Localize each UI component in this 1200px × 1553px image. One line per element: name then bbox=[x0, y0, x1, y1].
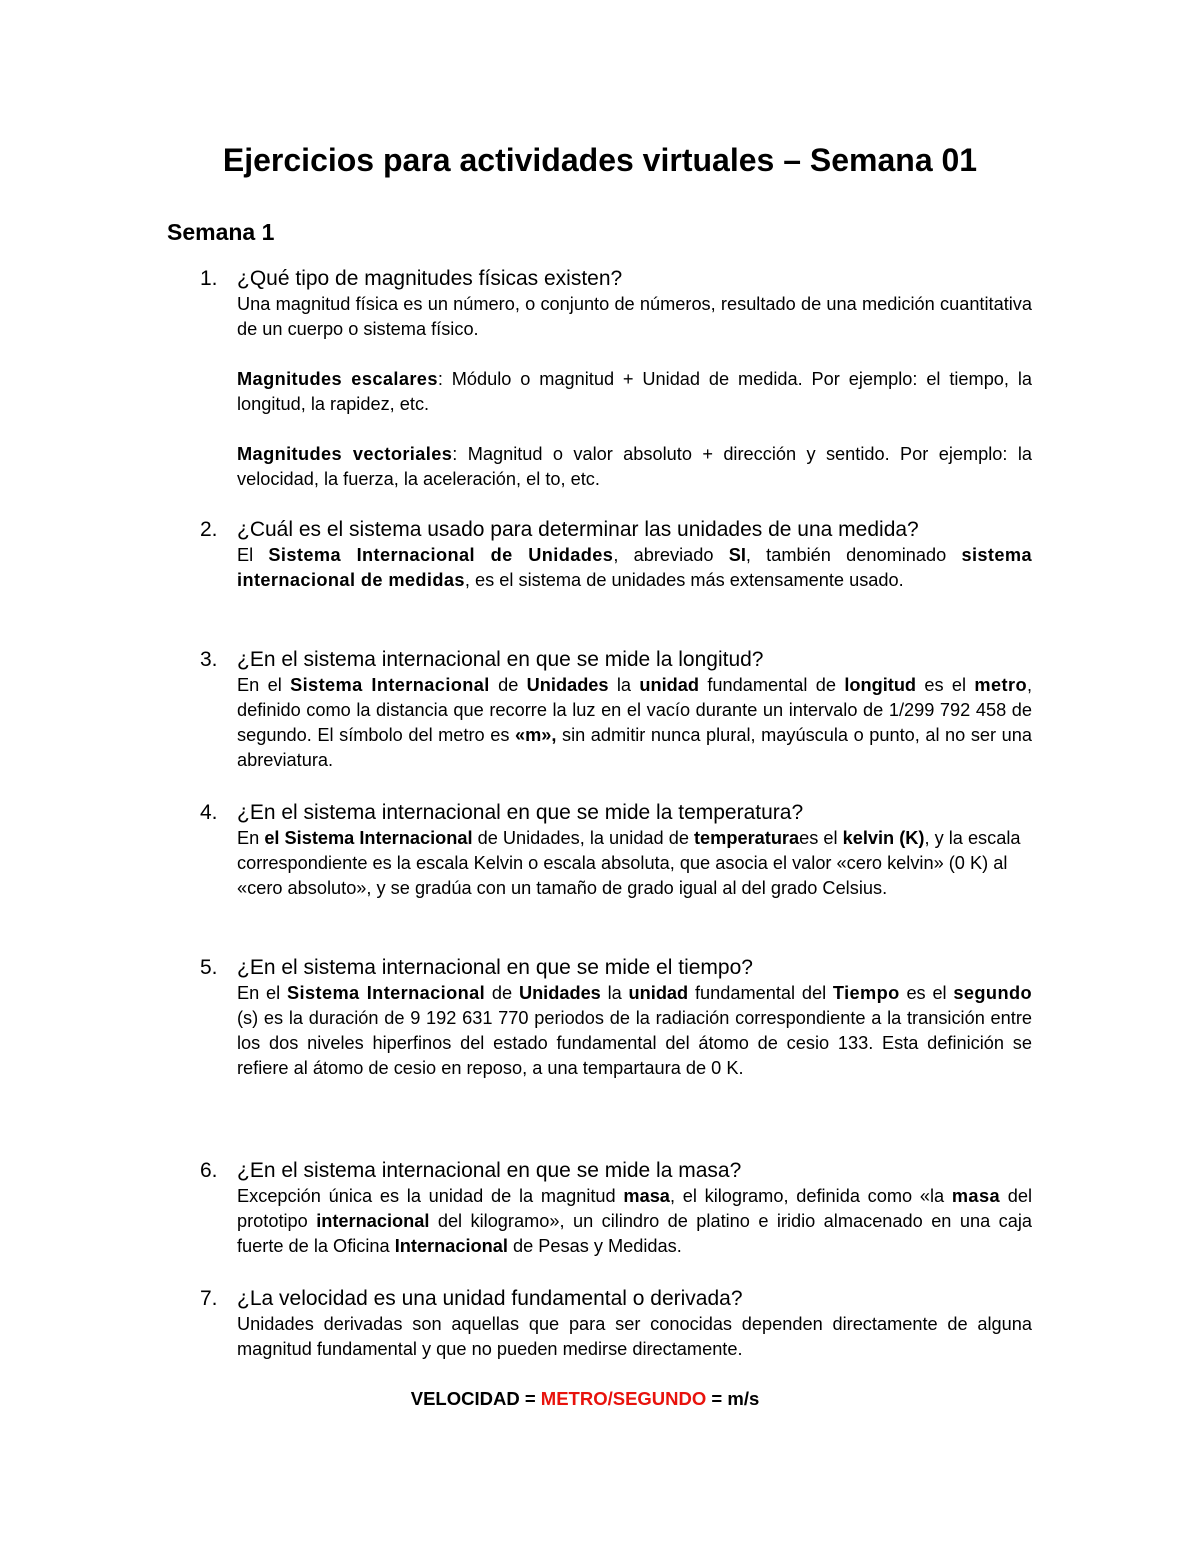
list-item-q5 bbox=[200, 955, 1032, 1081]
list-item-q7 bbox=[200, 1286, 1032, 1362]
velocity-formula bbox=[0, 1386, 1170, 1412]
question-text: ¿En el sistema internacional en que se mide el tiempo? bbox=[237, 956, 753, 979]
formula-right: = m/s bbox=[706, 1388, 760, 1409]
item-number: 5. bbox=[200, 956, 218, 979]
question-text: ¿En el sistema internacional en que se mide la masa? bbox=[237, 1159, 742, 1182]
list-item-q3 bbox=[200, 647, 1032, 773]
formula-left: VELOCIDAD = bbox=[410, 1388, 541, 1409]
question-text: ¿La velocidad es una unidad fundamental o derivada? bbox=[237, 1287, 743, 1310]
answer-scalar: Magnitudes escalares: Módulo o magnitud + Unidad de medida. Por ejemplo: el tiempo, la longitud, la rapidez, etc. bbox=[237, 369, 1032, 414]
formula-highlight: METRO/SEGUNDO bbox=[540, 1388, 707, 1409]
question-text: ¿Qué tipo de magnitudes físicas existen? bbox=[237, 267, 623, 290]
item-number: 4. bbox=[200, 801, 218, 824]
answer-text: El Sistema Internacional de Unidades, abreviado SI, también denominado sistema internacional de medidas, es el sistema de unidades más extensamente usado. bbox=[237, 545, 1032, 590]
item-number: 6. bbox=[200, 1159, 218, 1182]
section-heading: Semana 1 bbox=[167, 219, 275, 245]
vector-label: Magnitudes vectoriales bbox=[237, 444, 453, 464]
document-title: Ejercicios para actividades virtuales – Semana 01 bbox=[222, 142, 978, 178]
item-number: 3. bbox=[200, 648, 218, 671]
item-number: 1. bbox=[200, 267, 218, 290]
item-number: 2. bbox=[200, 518, 218, 541]
answer-text: En el Sistema Internacional de Unidades, la unidad de temperaturaes el kelvin (K), y la escala correspondiente es la escala Kelvin o escala absoluta, que asocia el valor «cero kelvin» (0 K) al «cero absoluto», y se gradúa con un tamaño de grado igual al del grado Celsius. bbox=[237, 828, 1021, 898]
list-item-q4 bbox=[200, 800, 1032, 901]
answer-text: En el Sistema Internacional de Unidades la unidad fundamental de longitud es el metro, definido como la distancia que recorre la luz en el vacío durante un intervalo de 1/299 792 458 de segundo. El símbolo del metro es «m», sin admitir nunca plural, mayúscula o punto, al no ser una abreviatura. bbox=[237, 675, 1033, 770]
list-item-q6 bbox=[200, 1158, 1032, 1259]
list-item-q2 bbox=[200, 517, 1032, 593]
answer-text: En el Sistema Internacional de Unidades la unidad fundamental del Tiempo es el segundo (s) es la duración de 9 192 631 770 periodos de la radiación correspondiente a la transición entre los dos niveles hiperfinos del estado fundamental del átomo de cesio 133. Esta definición se refiere al átomo de cesio en reposo, a una tempartaura de 0 K. bbox=[237, 983, 1032, 1078]
answer-text: Unidades derivadas son aquellas que para ser conocidas dependen directamente de alguna magnitud fundamental y que no pueden medirse directamente. bbox=[237, 1314, 1032, 1359]
answer-text: Excepción única es la unidad de la magnitud masa, el kilogramo, definida como «la masa del prototipo internacional del kilogramo», un cilindro de platino e iridio almacenado en una caja fuerte de la Oficina Internacional de Pesas y Medidas. bbox=[237, 1186, 1032, 1256]
scalar-label: Magnitudes escalares bbox=[237, 369, 438, 389]
item-number: 7. bbox=[200, 1287, 218, 1310]
answer-vector: Magnitudes vectoriales: Magnitud o valor absoluto + dirección y sentido. Por ejemplo: la velocidad, la fuerza, la aceleración, el to, etc. bbox=[237, 444, 1032, 489]
question-text: ¿En el sistema internacional en que se mide la temperatura? bbox=[237, 801, 804, 824]
answer-text: Una magnitud física es un número, o conjunto de números, resultado de una medición cuantitativa de un cuerpo o sistema físico. bbox=[237, 294, 1032, 339]
list-item-q1 bbox=[200, 266, 1032, 492]
question-text: ¿En el sistema internacional en que se mide la longitud? bbox=[237, 648, 764, 671]
question-text: ¿Cuál es el sistema usado para determinar las unidades de una medida? bbox=[237, 518, 919, 541]
